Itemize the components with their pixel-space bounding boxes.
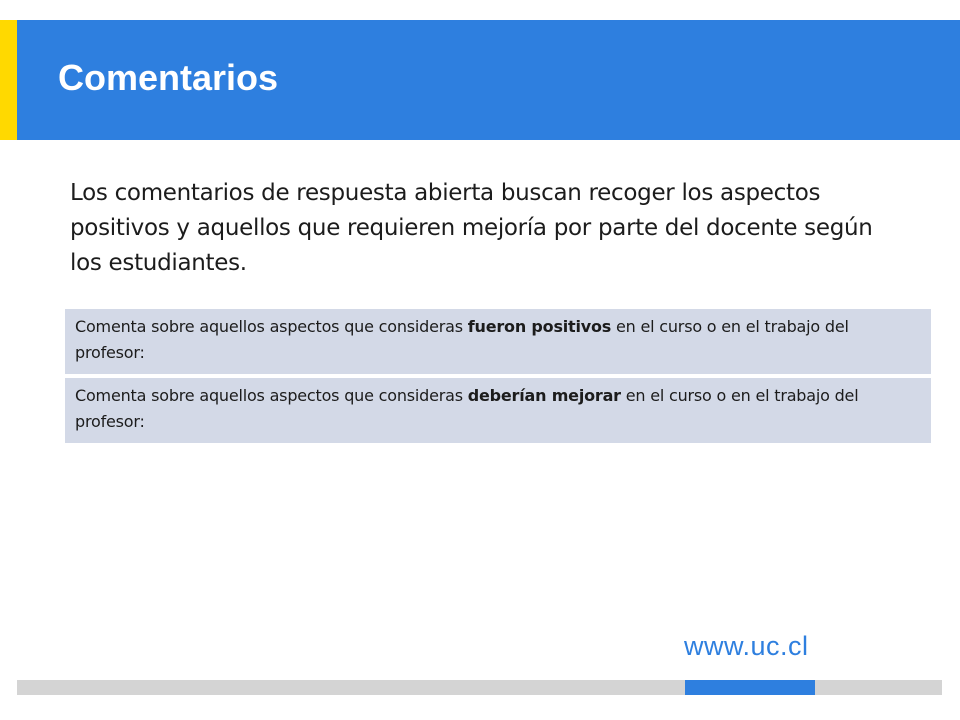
question-suffix: en el curso o en el trabajo del profesor: — [75, 317, 849, 362]
footer-url: www.uc.cl — [684, 631, 809, 661]
question-prefix: Comenta sobre aquellos aspectos que consideras — [75, 386, 468, 405]
header-accent-bar — [0, 20, 17, 140]
question-emphasis: fueron positivos — [467, 317, 612, 336]
question-box-positive — [65, 309, 931, 374]
question-suffix: en el curso o en el trabajo del profesor: — [75, 386, 859, 431]
question-emphasis: deberían mejorar — [467, 386, 621, 405]
intro-paragraph: Los comentarios de respuesta abierta buscan recoger los aspectos positivos y aquellos que requieren mejoría por parte del docente según los estudiantes. — [70, 180, 873, 276]
footer-accent-bar — [685, 680, 815, 695]
question-box-improve — [65, 378, 931, 443]
page-title: Comentarios — [58, 57, 279, 98]
question-prefix: Comenta sobre aquellos aspectos que consideras — [75, 317, 468, 336]
